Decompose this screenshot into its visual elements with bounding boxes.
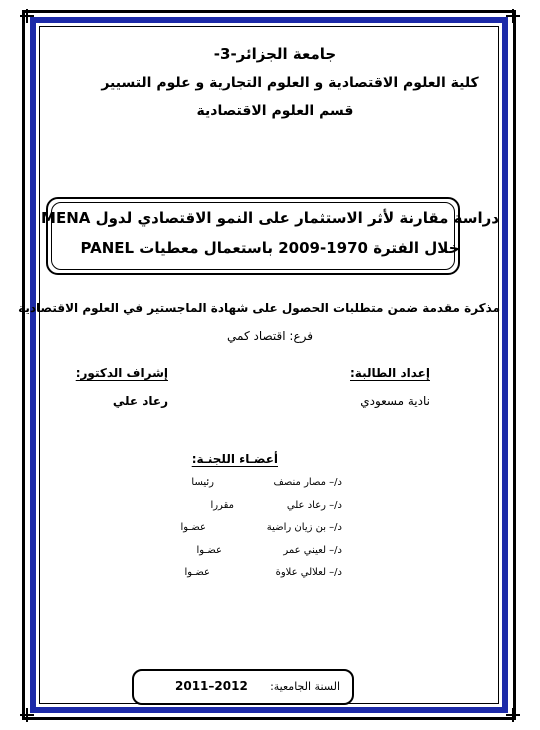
student-label: إعداد الطالبة:	[350, 366, 430, 380]
corner-ornament-top-right	[506, 9, 520, 23]
committee-member-name: د/– بن زيان راضية	[266, 522, 342, 533]
thesis-title-line-2: خلال الفترة 1970-2009 باستعمال معطيات PANEL	[80, 239, 460, 257]
committee-member-role: عضـوا	[184, 567, 210, 578]
department-name: قسم العلوم الاقتصادية	[196, 103, 354, 119]
corner-ornament-bottom-left	[20, 708, 34, 722]
thesis-branch: فرع: اقتصاد كمي	[227, 329, 313, 343]
committee-member-name: د/– رعاد علي	[286, 500, 342, 511]
corner-ornament-bottom-right	[506, 708, 520, 722]
supervisor-name: رعاد علي	[112, 394, 168, 408]
academic-year-label: السنة الجامعية:	[270, 680, 340, 693]
corner-ornament-top-left	[20, 9, 34, 23]
university-name: جامعة الجزائر-3-	[213, 45, 337, 63]
thesis-purpose: مذكرة مقدمة ضمن متطلبات الحصول على شهادة الماجستير في العلوم الاقتصادية	[18, 301, 500, 315]
thesis-title-line-1: دراسة مقارنة لأثر الاستثمار على النمو الاقتصادي لدول MENA	[41, 209, 499, 227]
committee-member-name: د/– لعيني عمر	[283, 545, 342, 556]
faculty-name: كلية العلوم الاقتصادية و العلوم التجارية و علوم التسيير	[101, 75, 479, 91]
student-name: نادية مسعودي	[360, 394, 430, 408]
committee-member-role: رئيسا	[191, 477, 214, 488]
committee-member-name: د/– مصار منصف	[273, 477, 342, 488]
supervisor-label: إشراف الدكتور:	[75, 366, 168, 380]
committee-member-role: مقررا	[210, 500, 234, 511]
committee-member-role: عضـوا	[196, 545, 222, 556]
committee-member-role: عضـوا	[180, 522, 206, 533]
academic-year-value: 2011–2012	[175, 679, 248, 693]
committee-member-name: د/– لعلالي علاوة	[275, 567, 342, 578]
committee-label: أعضـاء اللجنـة:	[191, 452, 278, 466]
inner-frame	[18, 26, 500, 704]
